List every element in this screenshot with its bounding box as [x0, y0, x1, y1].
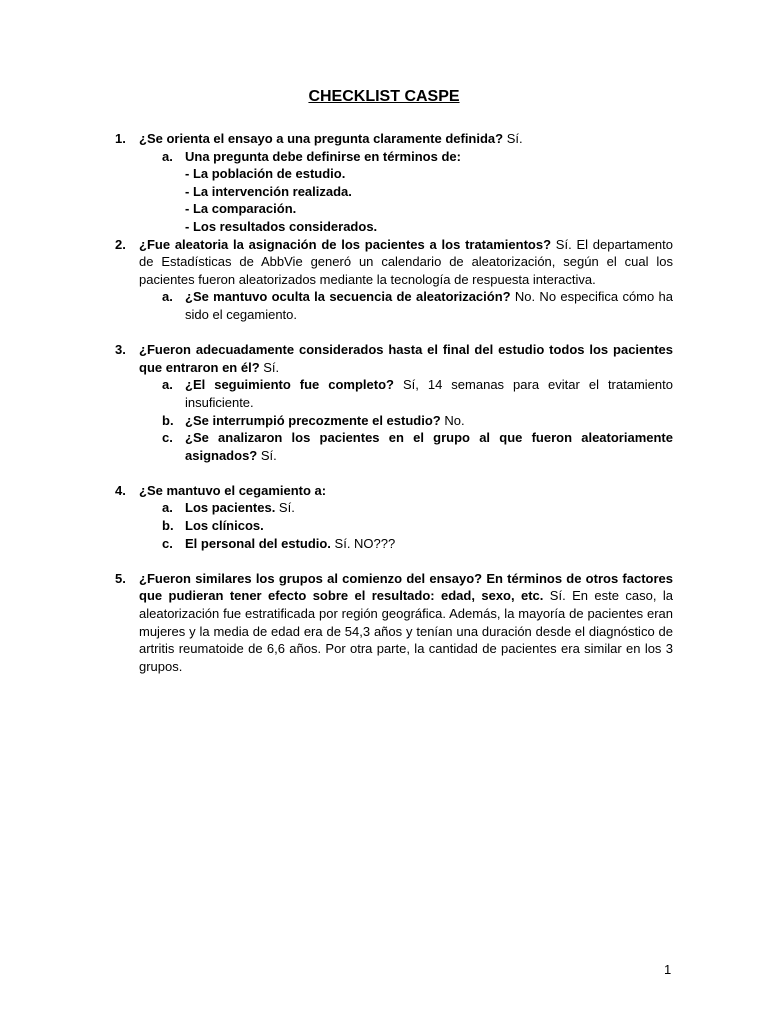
- checklist-item-4: [112, 482, 673, 500]
- sub-item-letter: b.: [162, 518, 174, 534]
- sub-item-question: Los clínicos.: [185, 518, 264, 534]
- sub-item-letter: a.: [162, 500, 173, 516]
- sub-item-answer: Sí, 14 semanas para evitar el tratamiento insuficiente.: [185, 377, 673, 410]
- checklist-item-5: [112, 570, 673, 676]
- sub-item-answer: No. No especifica cómo ha sido el cegamiento.: [185, 289, 673, 322]
- sub-item-3a: [112, 376, 673, 411]
- item-number: 4.: [115, 482, 126, 498]
- item-answer: Sí. El departamento de Estadísticas de AbbVie generó un calendario de aleatorización, según el cual los pacientes fueron aleatorizados mediante la tecnología de respuesta interactiva.: [139, 236, 673, 287]
- item-answer: Sí.: [503, 131, 523, 146]
- sub-item-question: ¿Se interrumpió precozmente el estudio?: [185, 412, 441, 428]
- sub-item-4a: [112, 499, 673, 517]
- criterion-line: - La comparación.: [185, 201, 297, 217]
- item-number: 2.: [115, 236, 126, 252]
- item-answer: Sí.: [259, 359, 280, 375]
- sub-item-4b: [112, 517, 673, 535]
- sub-item-answer: No.: [440, 412, 465, 428]
- item-question: ¿Fueron adecuadamente considerados hasta el final del estudio todos los pacientes que entraron en él?: [139, 342, 673, 375]
- item-question: ¿Se orienta el ensayo a una pregunta claramente definida?: [139, 131, 504, 146]
- sub-item-letter: b.: [162, 412, 174, 428]
- item-question: ¿Se mantuvo el cegamiento a:: [139, 482, 327, 498]
- checklist-item-1: [112, 130, 673, 148]
- sub-item-letter: c.: [162, 430, 173, 446]
- sub-item-question: Los pacientes.: [185, 500, 276, 516]
- item-question: ¿Fueron similares los grupos al comienzo del ensayo? En términos de otros factores que pudieran tener efecto sobre el resultado: edad, sexo, etc.: [139, 570, 673, 604]
- sub-item-answer: Sí.: [257, 447, 277, 463]
- item-number: 5.: [115, 570, 126, 586]
- sub-item-question: El personal del estudio.: [185, 535, 331, 551]
- sub-item-letter: a.: [162, 289, 173, 305]
- sub-item-answer: Sí. NO???: [330, 535, 396, 551]
- sub-item-3b: [112, 412, 673, 430]
- checklist-body: [112, 130, 673, 675]
- criterion-line: - Los resultados considerados.: [185, 218, 378, 234]
- spacer: [112, 552, 673, 570]
- item-answer: Sí. En este caso, la aleatorización fue estratificada por región geográfica. Además, la mayoría de pacientes eran mujeres y la media de edad era de 54,3 años y tenían una duración desde el diagnóstico de artritis reumatoide de 6,6 años. Por otra parte, la cantidad de pacientes era similar en los 3 grupos.: [139, 588, 673, 674]
- sub-item-4c: [112, 535, 673, 553]
- sub-item-text: Una pregunta debe definirse en términos de:: [185, 148, 461, 164]
- checklist-item-3: [112, 341, 673, 376]
- sub-item-question: ¿Se mantuvo oculta la secuencia de aleatorización?: [185, 289, 511, 305]
- checklist-item-2: [112, 236, 673, 289]
- item-number: 3.: [115, 342, 126, 358]
- sub-item-2a: [112, 288, 673, 323]
- sub-item-answer: Sí.: [275, 500, 295, 516]
- item-number: 1.: [115, 131, 126, 146]
- spacer: [112, 324, 673, 342]
- sub-item-question: ¿El seguimiento fue completo?: [185, 377, 394, 393]
- item-question: ¿Fue aleatoria la asignación de los pacientes a los tratamientos?: [139, 236, 552, 252]
- sub-item-3c: [112, 429, 673, 464]
- criterion-line: - La población de estudio.: [185, 166, 346, 182]
- sub-item-letter: a.: [162, 377, 173, 393]
- page-title: CHECKLIST CASPE: [308, 88, 460, 105]
- spacer: [112, 464, 673, 482]
- page-number: 1: [664, 962, 672, 977]
- sub-item-question: ¿Se analizaron los pacientes en el grupo al que fueron aleatoriamente asignados?: [185, 430, 673, 463]
- sub-item-letter: a.: [162, 148, 173, 164]
- sub-item-letter: c.: [162, 535, 173, 551]
- sub-item-1a: [112, 148, 673, 166]
- criterion-line: - La intervención realizada.: [185, 183, 352, 199]
